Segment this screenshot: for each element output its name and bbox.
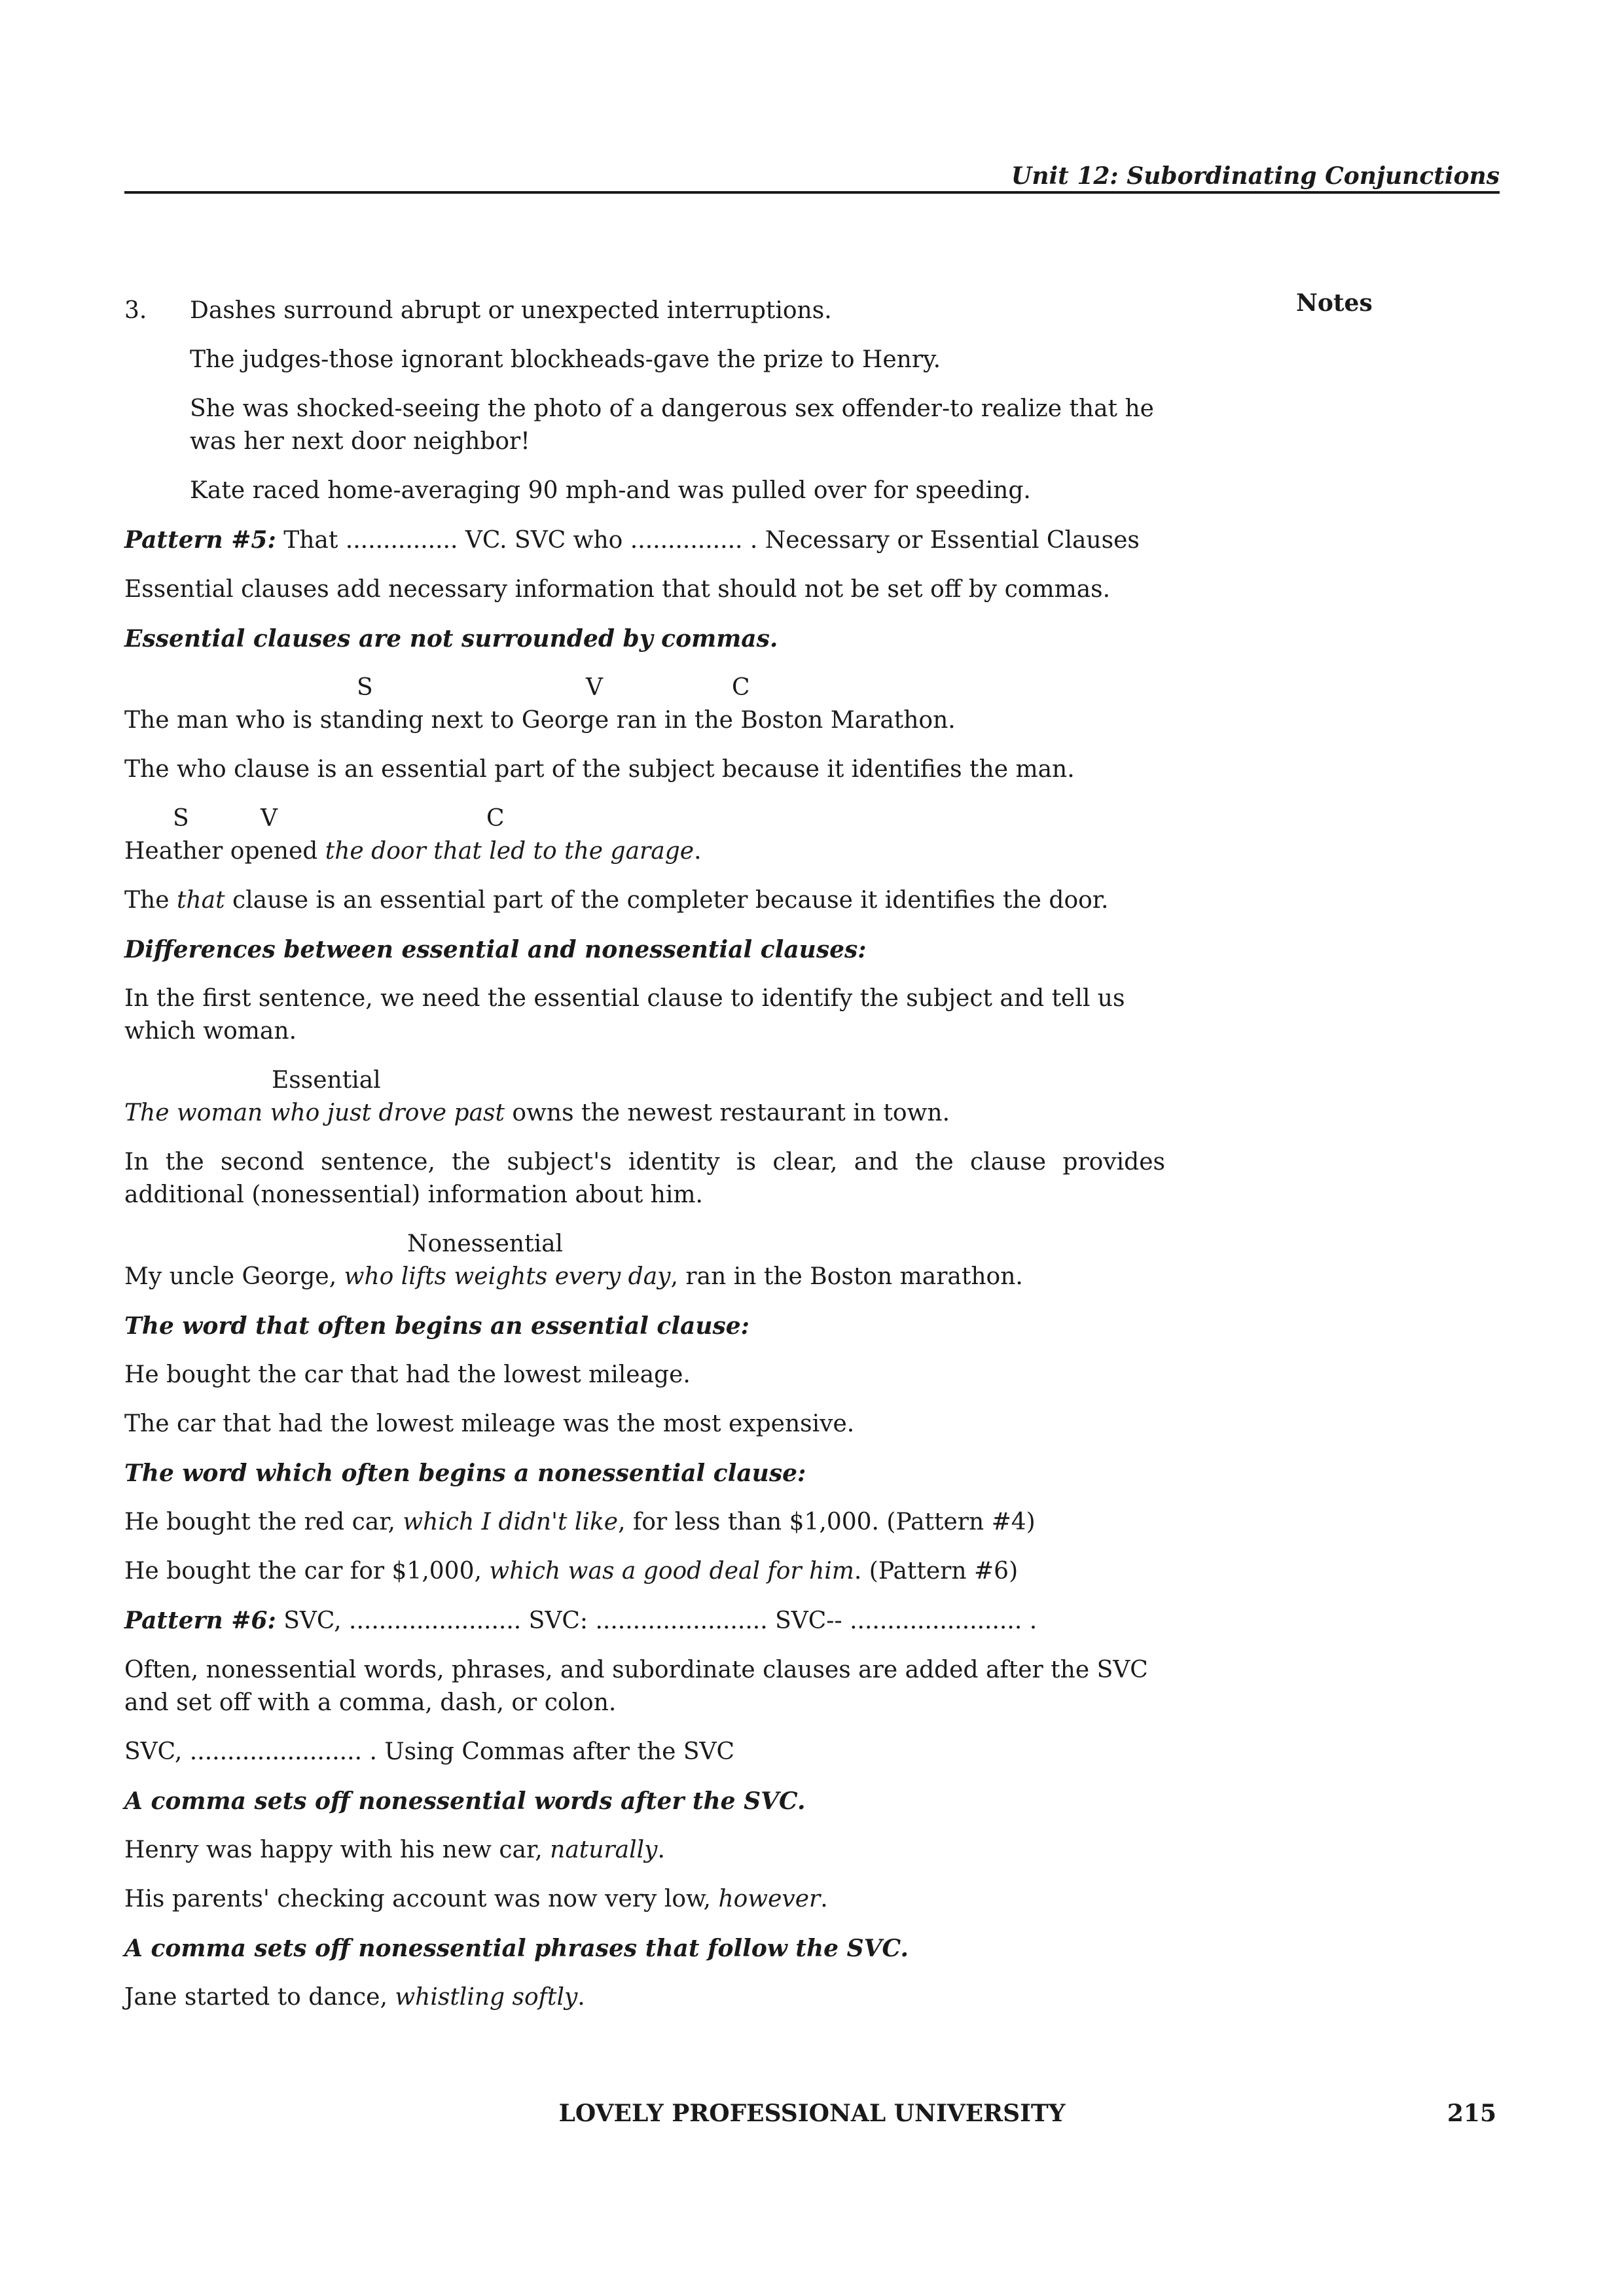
that-heading: The word that often begins an essential clause: bbox=[124, 1312, 749, 1340]
comma-words-heading: A comma sets off nonessential words after the SVC. bbox=[124, 1787, 806, 1815]
label-c: C bbox=[486, 805, 505, 832]
which-heading: The word which often begins a nonessential clause: bbox=[124, 1460, 806, 1487]
jane-italic: whistling softly bbox=[395, 1984, 578, 2011]
which2-italic: which was a good deal for him bbox=[489, 1558, 854, 1585]
parents-pre: His parents' checking account was now very low, bbox=[124, 1886, 719, 1912]
henry-pre: Henry was happy with his new car, bbox=[124, 1837, 550, 1863]
henry-italic: naturally bbox=[550, 1837, 658, 1863]
nonessential-label: Nonessential bbox=[407, 1230, 564, 1257]
label-c: C bbox=[732, 674, 750, 701]
which1-pre: He bought the red car, bbox=[124, 1509, 403, 1535]
second-sentence-text: In the second sentence, the subject's identity is clear, and the clause provides additional (nonessential) information about him. bbox=[124, 1149, 1165, 1208]
henry-example bbox=[124, 1834, 1165, 1867]
heather-end: . bbox=[694, 838, 702, 865]
parents-example bbox=[124, 1883, 1165, 1916]
woman-example bbox=[124, 1097, 1165, 1130]
that-example-1: He bought the car that had the lowest mileage. bbox=[124, 1361, 691, 1388]
parents-post: . bbox=[820, 1886, 828, 1912]
jane-example bbox=[124, 1981, 1165, 2014]
uncle-example bbox=[124, 1261, 1165, 1293]
dash-example-3: Kate raced home-averaging 90 mph-and was pulled over for speeding. bbox=[190, 477, 1031, 504]
pattern-6-label: Pattern #6: bbox=[124, 1607, 276, 1634]
woman-italic: The woman who just drove past bbox=[124, 1100, 505, 1126]
explain-pre: The bbox=[124, 887, 177, 914]
parents-italic: however bbox=[718, 1886, 821, 1912]
comma-phrases-heading: A comma sets off nonessential phrases that follow the SVC. bbox=[124, 1935, 909, 1962]
main-content bbox=[124, 295, 1165, 2030]
that-example-2: The car that had the lowest mileage was the most expensive. bbox=[124, 1410, 855, 1437]
henry-post: . bbox=[657, 1837, 665, 1863]
label-s: S bbox=[173, 805, 189, 832]
running-header: Unit 12: Subordinating Conjunctions bbox=[1011, 162, 1500, 190]
essential-label: Essential bbox=[272, 1067, 381, 1094]
uncle-post: , ran in the Boston marathon. bbox=[670, 1263, 1023, 1290]
woman-plain: owns the newest restaurant in town. bbox=[504, 1100, 950, 1126]
which1-post: , for less than $1,000. (Pattern #4) bbox=[618, 1509, 1036, 1535]
label-v: V bbox=[586, 674, 603, 701]
explain-post: clause is an essential part of the completer because it identifies the door. bbox=[225, 887, 1109, 914]
pattern-5-label: Pattern #5: bbox=[124, 526, 276, 554]
header-rule bbox=[124, 191, 1500, 194]
which2-pre: He bought the car for $1,000, bbox=[124, 1558, 490, 1585]
label-v: V bbox=[261, 805, 278, 832]
rule-number: 3. bbox=[124, 297, 147, 324]
essential-intro: Essential clauses add necessary information that should not be set off by commas. bbox=[124, 576, 1111, 603]
jane-post: . bbox=[577, 1984, 585, 2011]
which-example-1 bbox=[124, 1506, 1165, 1539]
pattern-6-line bbox=[124, 1604, 1165, 1638]
first-sentence-text: In the first sentence, we need the essential clause to identify the subject and tell us which woman. bbox=[124, 985, 1125, 1045]
heather-example bbox=[124, 835, 1165, 868]
dash-example-2: She was shocked-seeing the photo of a dangerous sex offender-to realize that he was her next door neighbor! bbox=[190, 395, 1154, 455]
pattern-5-text: That ............... VC. SVC who ............... . Necessary or Essential Clauses bbox=[276, 527, 1140, 554]
page-number: 215 bbox=[1447, 2100, 1496, 2127]
jane-pre: Jane started to dance, bbox=[124, 1984, 395, 2011]
man-explanation: The who clause is an essential part of the subject because it identifies the man. bbox=[124, 756, 1075, 783]
often-text: Often, nonessential words, phrases, and subordinate clauses are added after the SVC and set off with a comma, dash, or colon. bbox=[124, 1657, 1148, 1716]
label-s: S bbox=[357, 674, 373, 701]
explain-italic: that bbox=[176, 887, 225, 914]
rule-3 bbox=[124, 295, 1165, 327]
notes-margin-label: Notes bbox=[1296, 289, 1373, 317]
which1-italic: which I didn't like bbox=[403, 1509, 619, 1535]
differences-heading: Differences between essential and nonessential clauses: bbox=[124, 936, 867, 963]
footer-university: LOVELY PROFESSIONAL UNIVERSITY bbox=[558, 2100, 1066, 2127]
svc-commas-line: SVC, ....................... . Using Commas after the SVC bbox=[124, 1738, 735, 1765]
svc-labels-man bbox=[124, 672, 1165, 704]
heather-italic: the door that led to the garage bbox=[325, 838, 695, 865]
pattern-5-line bbox=[124, 524, 1165, 557]
which-example-2 bbox=[124, 1555, 1165, 1588]
heather-plain: Heather opened bbox=[124, 838, 325, 865]
heather-explanation bbox=[124, 884, 1165, 917]
uncle-pre: My uncle George, bbox=[124, 1263, 344, 1290]
dash-example-1: The judges-those ignorant blockheads-gave the prize to Henry. bbox=[190, 346, 941, 373]
essential-rule-heading: Essential clauses are not surrounded by commas. bbox=[124, 625, 778, 653]
uncle-italic: who lifts weights every day bbox=[344, 1263, 671, 1290]
essential-label-row bbox=[124, 1064, 1165, 1097]
svc-labels-heather bbox=[124, 802, 1165, 835]
rule-text: Dashes surround abrupt or unexpected interruptions. bbox=[190, 297, 832, 324]
which2-post: . (Pattern #6) bbox=[854, 1558, 1019, 1585]
man-example: The man who is standing next to George ran in the Boston Marathon. bbox=[124, 707, 956, 734]
nonessential-label-row bbox=[124, 1228, 1165, 1261]
pattern-6-text: SVC, ....................... SVC: ....................... SVC-- ....................... . bbox=[276, 1607, 1038, 1634]
